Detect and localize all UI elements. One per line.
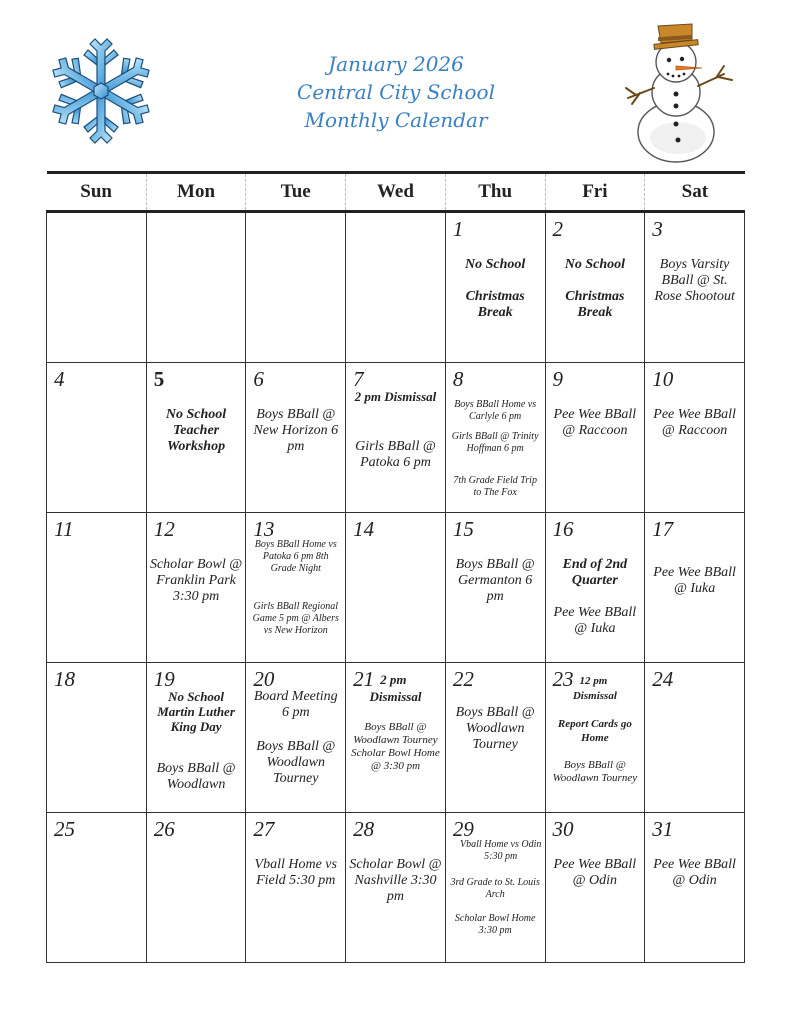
day-number: 13 bbox=[253, 517, 275, 541]
day-event: 3rd Grade to St. Louis Arch bbox=[450, 877, 540, 900]
day-cell-18 bbox=[47, 663, 147, 813]
day-event-inline: 2 pm bbox=[380, 672, 407, 687]
weekday-tue: Tue bbox=[246, 173, 346, 212]
day-number: 9 bbox=[552, 367, 564, 391]
month-calendar bbox=[46, 171, 745, 963]
day-cell-23 bbox=[545, 663, 645, 813]
title-month: January 2026 bbox=[328, 52, 464, 76]
weekday-wed: Wed bbox=[346, 173, 446, 212]
day-event: Boys BBall @ Woodlawn Tourney Scholar Bowl Home @ 3:30 pm bbox=[351, 721, 440, 772]
day-cell-5 bbox=[146, 363, 246, 513]
day-number: 12 bbox=[153, 517, 175, 541]
day-event: Girls BBall @ Trinity Hoffman 6 pm bbox=[451, 431, 539, 454]
day-number: 28 bbox=[353, 817, 375, 841]
day-cell-16 bbox=[545, 513, 645, 663]
day-cell-2 bbox=[545, 212, 645, 363]
day-cell-empty bbox=[246, 212, 346, 363]
day-number: 18 bbox=[54, 667, 75, 691]
calendar-title bbox=[240, 50, 552, 134]
day-event: Scholar Bowl @ Franklin Park 3:30 pm bbox=[149, 557, 243, 604]
day-number: 27 bbox=[253, 817, 275, 841]
day-event: 7th Grade Field Trip to The Fox bbox=[453, 475, 537, 498]
day-cell-1 bbox=[445, 212, 545, 363]
day-cell-19 bbox=[146, 663, 246, 813]
day-number: 2 bbox=[552, 217, 564, 241]
day-event: Girls BBall Regional Game 5 pm @ Albers vs New Horizon bbox=[252, 601, 339, 636]
day-number: 7 bbox=[353, 367, 364, 391]
day-event: Dismissal bbox=[369, 689, 422, 704]
weekday-sun: Sun bbox=[47, 173, 147, 212]
day-event: Christmas Break bbox=[565, 289, 625, 320]
day-number: 16 bbox=[552, 517, 574, 541]
day-event: Boys BBall @ Germanton 6 pm bbox=[455, 557, 535, 604]
day-number: 6 bbox=[253, 367, 264, 391]
weekday-header bbox=[47, 173, 745, 212]
day-event: No School bbox=[564, 257, 626, 272]
day-cell-empty bbox=[47, 212, 147, 363]
day-cell-11 bbox=[47, 513, 147, 663]
day-event: Pee Wee BBall @ Iuka bbox=[653, 565, 736, 596]
day-number: 25 bbox=[54, 817, 75, 841]
day-cell-25 bbox=[47, 813, 147, 963]
day-event-inline: 12 pm bbox=[579, 675, 608, 687]
day-event: Pee Wee BBall @ Raccoon bbox=[653, 407, 736, 438]
day-number: 19 bbox=[153, 667, 175, 691]
day-cell-20 bbox=[246, 663, 346, 813]
weekday-sat: Sat bbox=[645, 173, 745, 212]
day-cell-7 bbox=[346, 363, 446, 513]
day-number: 17 bbox=[652, 517, 674, 541]
day-event: Girls BBall @ Patoka 6 pm bbox=[355, 439, 436, 470]
day-event: No School Martin Luther King Day bbox=[157, 689, 235, 734]
week-row bbox=[47, 813, 745, 963]
day-number: 20 bbox=[253, 667, 275, 691]
snowflake-icon bbox=[48, 38, 154, 144]
week-row bbox=[47, 363, 745, 513]
day-number: 21 bbox=[353, 667, 375, 691]
day-cell-4 bbox=[47, 363, 147, 513]
day-number: 14 bbox=[353, 517, 375, 541]
day-number: 26 bbox=[153, 817, 175, 841]
day-cell-22 bbox=[445, 663, 545, 813]
day-event: Boys BBall @ Woodlawn bbox=[156, 761, 236, 792]
day-number: 5 bbox=[153, 367, 165, 391]
day-event: Boys BBall Home vs Patoka 6 pm 8th Grade Night bbox=[254, 539, 337, 574]
day-event: No School Teacher Workshop bbox=[165, 407, 227, 454]
day-event: Christmas Break bbox=[465, 289, 525, 320]
title-subtitle: Monthly Calendar bbox=[304, 108, 488, 132]
day-number: 10 bbox=[652, 367, 674, 391]
day-event: Board Meeting 6 pm bbox=[253, 689, 338, 720]
day-event: Pee Wee BBall @ Odin bbox=[553, 857, 637, 888]
day-cell-15 bbox=[445, 513, 545, 663]
day-event: Boys BBall @ Woodlawn Tourney bbox=[256, 739, 336, 786]
day-event: Boys BBall @ Woodlawn Tourney bbox=[552, 759, 638, 784]
title-school: Central City School bbox=[297, 80, 495, 104]
day-number: 29 bbox=[452, 817, 474, 841]
day-cell-26 bbox=[146, 813, 246, 963]
week-row bbox=[47, 513, 745, 663]
day-number: 3 bbox=[652, 217, 663, 241]
day-cell-3 bbox=[645, 212, 745, 363]
snowman-icon bbox=[606, 22, 740, 164]
weekday-thu: Thu bbox=[445, 173, 545, 212]
day-cell-24 bbox=[645, 663, 745, 813]
day-number: 4 bbox=[54, 367, 65, 391]
day-cell-12 bbox=[146, 513, 246, 663]
day-number: 1 bbox=[452, 217, 464, 241]
day-event: No School bbox=[465, 257, 526, 272]
day-event: Pee Wee BBall @ Raccoon bbox=[553, 407, 637, 438]
day-event: Vball Home vs Odin 5:30 pm bbox=[459, 839, 542, 862]
week-row bbox=[47, 212, 745, 363]
day-event: Pee Wee BBall @ Iuka bbox=[553, 605, 637, 636]
day-cell-31 bbox=[645, 813, 745, 963]
day-cell-29 bbox=[445, 813, 545, 963]
day-cell-10 bbox=[645, 363, 745, 513]
day-cell-14 bbox=[346, 513, 446, 663]
day-event: Vball Home vs Field 5:30 pm bbox=[254, 857, 337, 888]
day-event: Pee Wee BBall @ Odin bbox=[653, 857, 736, 888]
day-cell-17 bbox=[645, 513, 745, 663]
day-event: Dismissal bbox=[572, 690, 617, 702]
day-number: 22 bbox=[452, 667, 474, 691]
day-cell-27 bbox=[246, 813, 346, 963]
day-number: 23 bbox=[552, 667, 574, 691]
day-cell-13 bbox=[246, 513, 346, 663]
day-number: 24 bbox=[652, 667, 674, 691]
day-cell-empty bbox=[146, 212, 246, 363]
week-row bbox=[47, 663, 745, 813]
day-event: 2 pm Dismissal bbox=[354, 389, 437, 404]
day-number: 30 bbox=[552, 817, 574, 841]
day-event: Scholar Bowl @ Nashville 3:30 pm bbox=[349, 857, 442, 904]
day-cell-6 bbox=[246, 363, 346, 513]
day-event: Report Cards go Home bbox=[557, 718, 632, 744]
day-number: 11 bbox=[54, 517, 74, 541]
day-event: Boys Varsity BBall @ St. Rose Shootout bbox=[654, 257, 735, 304]
weekday-fri: Fri bbox=[545, 173, 645, 212]
day-cell-30 bbox=[545, 813, 645, 963]
day-number: 15 bbox=[452, 517, 474, 541]
day-number: 31 bbox=[652, 817, 674, 841]
day-event: Scholar Bowl Home 3:30 pm bbox=[454, 913, 536, 936]
day-event: Boys BBall @ New Horizon 6 pm bbox=[253, 407, 339, 454]
day-cell-28 bbox=[346, 813, 446, 963]
day-event: End of 2nd Quarter bbox=[562, 557, 628, 588]
weekday-mon: Mon bbox=[146, 173, 246, 212]
day-cell-21 bbox=[346, 663, 446, 813]
day-number: 8 bbox=[452, 367, 464, 391]
day-cell-empty bbox=[346, 212, 446, 363]
day-event: Boys BBall Home vs Carlyle 6 pm bbox=[454, 399, 537, 422]
day-cell-8 bbox=[445, 363, 545, 513]
day-event: Boys BBall @ Woodlawn Tourney bbox=[455, 705, 535, 752]
day-cell-9 bbox=[545, 363, 645, 513]
